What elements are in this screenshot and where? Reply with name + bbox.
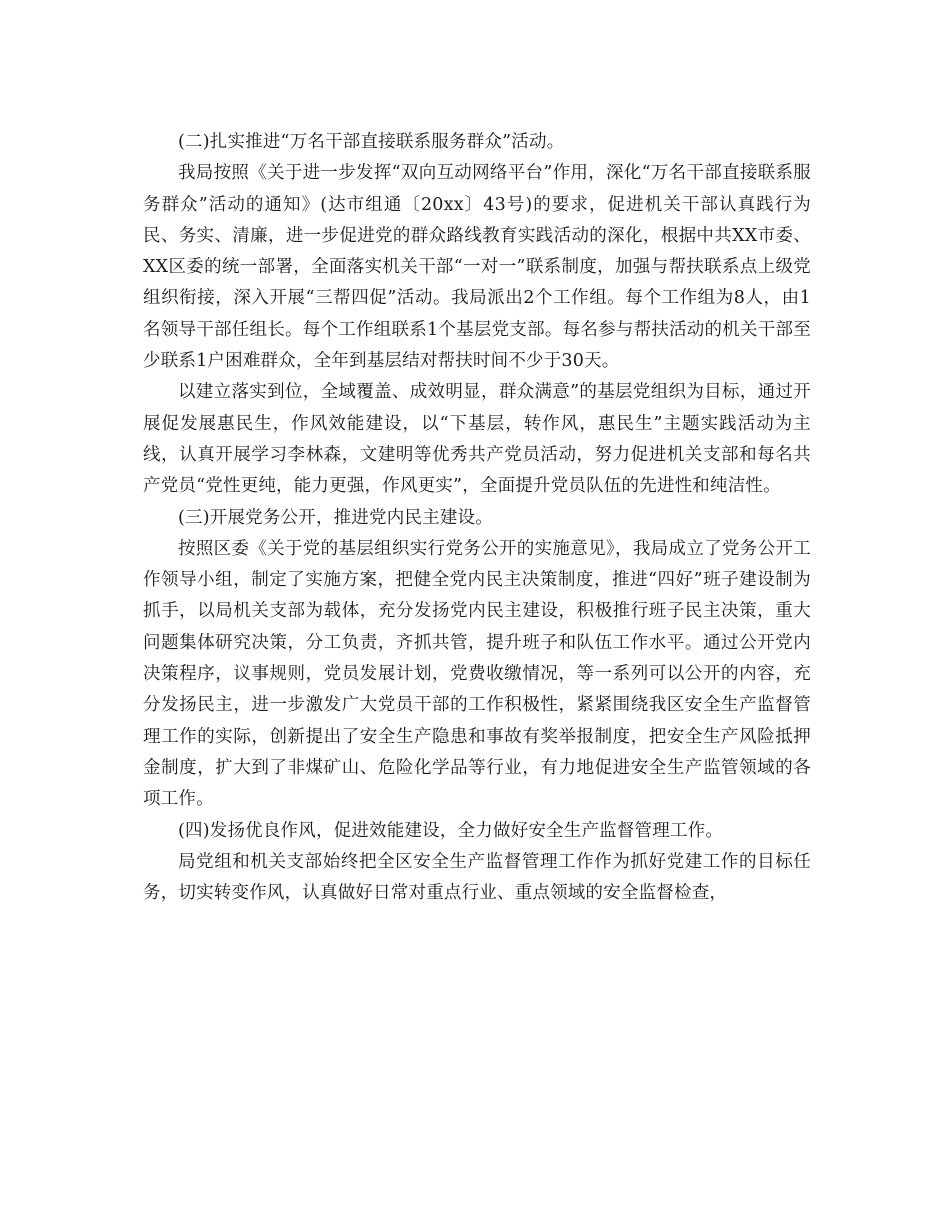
paragraph-safety-supervision: 局党组和机关支部始终把全区安全生产监督管理工作作为抓好党建工作的目标任务，切实转变作风，认真做好日常对重点行业、重点领域的安全监督检查， — [143, 851, 811, 904]
paragraph-contact-service: 我局按照《关于进一步发挥“双向互动网络平台”作用，深化“万名干部直接联系服务群众”活动的通知》(达市组通〔20xx〕43号)的要求，促进机关干部认真践行为民、务实、清廉，进一步促进党的群众路线教育实践活动的深化，根据中共XX市委、XX区委的统一部署，全面落实机关干部“一对一”联系制度，加强与帮扶联系点上级党组织衔接，深入开展“三帮四促”活动。我局派出2个工作组。每个工作组为8人，由1名领导干部任组长。每个工作组联系1个基层党支部。每名参与帮扶活动的机关干部至少联系1户困难群众，全年到基层结对帮扶时间不少于30天。 — [143, 163, 811, 372]
section-heading-2: (二)扎实推进“万名干部直接联系服务群众”活动。 — [178, 132, 565, 152]
paragraph-grassroots-goal: 以建立落实到位，全域覆盖、成效明显，群众满意”的基层党组织为目标，通过开展促发展惠民生，作风效能建设，以“下基层，转作风，惠民生”主题实践活动为主线，认真开展学习李林森，文建明等优秀共产党员活动，努力促进机关支部和每名共产党员“党性更纯，能力更强，作风更实”，全面提升党员队伍的先进性和纯洁性。 — [143, 382, 811, 497]
section-heading-3: (三)开展党务公开，推进党内民主建设。 — [178, 507, 493, 528]
document-body — [143, 127, 811, 909]
paragraph-party-affairs-disclosure: 按照区委《关于党的基层组织实行党务公开的实施意见》，我局成立了党务公开工作领导小组，制定了实施方案，把健全党内民主决策制度，推进“四好”班子建设制为抓手，以局机关支部为载体，充分发扬党内民主建设，积极推行班子民主决策，重大问题集体研究决策，分工负责，齐抓共管，提升班子和队伍工作水平。通过公开党内决策程序，议事规则，党员发展计划，党费收缴情况，等一系列可以公开的内容，充分发扬民主，进一步激发广大党员干部的工作积极性，紧紧围绕我区安全生产监督管理工作的实际，创新提出了安全生产隐患和事故有奖举报制度，把安全生产风险抵押金制度，扩大到了非煤矿山、危险化学品等行业，有力地促进安全生产监管领域的各项工作。 — [143, 538, 811, 810]
section-heading-4: (四)发扬优良作风，促进效能建设，全力做好安全生产监督管理工作。 — [178, 820, 724, 841]
